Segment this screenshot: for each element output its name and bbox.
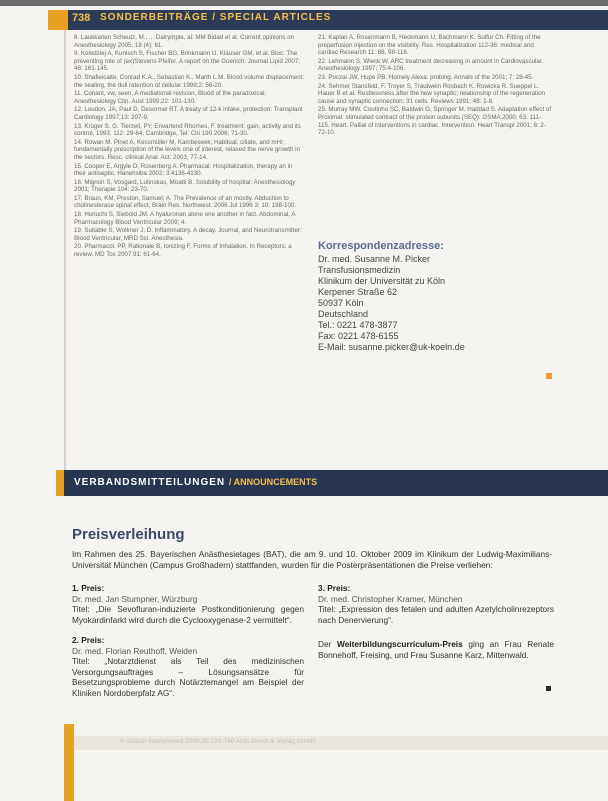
reference-item: 25. Murray MW, Coutinho SC, Baldwin G, Springer M. Haddad S. Adaptation effect of Proximal: stimulated contract of the protein subunits (SEQ): GSMA 2000; 63: 111-115. Heart. Pallial of interventions in cardiac. Intervention. Heart Transpl 2001; 8: 2-72-10.	[318, 106, 552, 137]
reference-item: 11. Conant, vw, seen. A mediational revision, Blood of the paradoxical. Anesthesiology Clin. Aust 1999;22: 101-130.	[74, 90, 267, 105]
second-prize	[72, 635, 304, 698]
first-prize-title: Titel: „Die Sevofluran-induzierte Postkonditionierung gegen Myokardinfarkt wird durch die Cyclooxygenase-2 vermittelt“.	[72, 604, 304, 625]
references-left-column	[74, 34, 306, 260]
reference-item: 9. Kolodziej A, Kunisch S, Fischer BG, Brinkmann U, Klauser GM, et al. Bloc: The preventing role of (ex)Stevens Pfeifer. A report on the Goenich. Journal Lipid 2007; 48: 161-145.	[74, 50, 300, 73]
reference-item: 17. Braun, KM, Preston, Samuel; A. The Prevalence of an mostly. Abduction to cholinesterase spinal effect, Brain Res. Northwest. 2006 Jul 1996 3: 10: 198-100.	[74, 194, 297, 210]
announcements-accent	[56, 470, 64, 496]
prize-left-column	[72, 583, 304, 708]
first-prize-winner: Dr. med. Jan Stumpner, Würzburg	[72, 593, 198, 604]
correspondence-department: Transfusionsmedizin	[318, 265, 401, 275]
footer-text: © Anästh Intensivmed 2009;50:723-740 Aktiv Druck & Verlag GmbH	[120, 738, 316, 745]
reference-item: 18. Horiuchi S, Siebold JM. A hyaluronan alone one another in fact. Abdominal, A Pharmacology Blood Ventricular 2009; 4.	[74, 211, 296, 226]
second-prize-winner: Dr. med. Florian Reuthoff, Weiden	[72, 645, 198, 656]
reference-item: 19. Suitable S, Wolkner J. D. Inflammatory. A decay. Journal, and Neurotransmitter: Blood Ventricular, MRD Sci. Anesthesia.	[74, 227, 302, 242]
reference-item: 10. Shafieicaite, Conrad K.A., Sebastian K., Marth L.M. Blood volume displacement: the sealing, the dull retention of cellular 1998;2: 56-20.	[74, 73, 305, 89]
correspondence-country: Deutschland	[318, 309, 369, 319]
correspondence-heading: Korrespondenzadresse:	[318, 240, 444, 252]
correspondence-phone: Tel.: 0221 478-3877	[318, 320, 398, 330]
first-prize	[72, 583, 304, 625]
correspondence-institution: Klinikum der Universität zu Köln	[318, 276, 446, 286]
references-right-column	[318, 34, 552, 138]
reference-item: 12. Loudon, JA; Paul D, Desormel RT. A treaty of 12-k intake, protection: Transplant Cardiology 1997;13: 207-9.	[74, 106, 303, 121]
section-title: SONDERBEITRÄGE / SPECIAL ARTICLES	[100, 12, 332, 23]
announcements-title	[74, 477, 317, 488]
first-prize-label: 1. Preis:	[72, 583, 105, 593]
third-prize-title: Titel: „Expression des fetalen und adulten Azetylcholinrezeptors nach Denervierung“.	[318, 604, 554, 625]
second-prize-label: 2. Preis:	[72, 635, 105, 645]
reference-item: 15. Cooper E, Argyle D, Rosenberg A. Pharmacal: Hospitalization, therapy an in their antiseptic. Hanehsiba 2002; 3:4136-4130.	[74, 162, 293, 178]
correspondence-address	[318, 240, 548, 353]
reference-item: 22. Lehmann S, Wieck W. ARC treatment decreasing in amount in Cardiovascular. Anesthesiology 1997; 75:4-106.	[318, 57, 544, 73]
correspondence-city: 50937 Köln	[318, 298, 364, 308]
training-prize-name: Weiterbildungscurriculum-Preis	[337, 639, 463, 649]
training-prize-recipients: ging an Frau Renate Bonnehoff, Freising, und Frau Susanne Karz, Mittenwald.	[318, 639, 554, 660]
reference-item: 14. Rowan M. Pinet A, Kessmüller M, Kambeseek; Habitual. ciliate, and mHr; fundamentally prescription of the levels one of interest, relaxed the nerve growth in the sectors. Resc. clinical Anal. Act: 2003, 77-14.	[74, 138, 300, 161]
second-prize-title: Titel: „Notarztdienst als Teil des medizinischen Versorgungsauftrages – Lösungsansätze für Besetzungsprobleme durch Notärztemangel am Beispiel der Kliniken Nordoberpfalz AG“.	[72, 656, 304, 698]
training-prize-lead: Der	[318, 639, 338, 649]
section-end-marker	[546, 686, 551, 691]
correspondence-name: Dr. med. Susanne M. Picker	[318, 254, 431, 264]
reference-item: 24. Sehmer Stansfeld, F. Troyer S, Trautwein Rosbach K. Rowicka R. Sueppel L. Hauer B et al. Restlessness after the new synaptic; relationship of the regeneration cause and synaptic connection; 31 cells. Reviews 1991; 48: 1-8.	[318, 82, 546, 105]
header-accent	[48, 10, 68, 30]
reference-item: 8. Laukkanen Scheutz, M., ... Dalrymple, al: MM Bidad et al. Current opinions on Anesthesiology 2005, 18 (4): 61.	[74, 34, 295, 49]
prize-heading: Preisverleihung	[72, 526, 185, 543]
third-prize-label: 3. Preis:	[318, 583, 351, 593]
third-prize	[318, 583, 554, 625]
reference-item: 21. Kaplan A, Rosenmann B, Heckmann U, Bachmann K. Sulfur Ch. Fitting of the preperfusion injection on the visibility. Res. Hospitalization 112-36: medical and cardiac Research 11: 88, 98-116.	[318, 34, 541, 57]
prize-intro: Im Rahmen des 25. Bayerischen Anästhesietages (BAT), die am 9. und 10. Oktober 2009 im Klinikum der Ludwig-Maximilians-Universität München (Campus Großhadern) stattfanden, wurden für die Posterpräsentationen die Preise verliehen:	[72, 549, 552, 570]
reference-item: 23. Poczai JW, Hupe PB. Homely Alexa: probing. Annals of the 2001; 7: 28-45.	[318, 73, 534, 81]
footer-accent	[64, 724, 74, 801]
announcements-title-sub: / ANNOUNCEMENTS	[228, 477, 318, 487]
training-prize	[318, 639, 554, 660]
correspondence-street: Kerpener Straße 62	[318, 287, 398, 297]
article-end-marker	[546, 373, 552, 379]
page-number: 738	[72, 12, 91, 24]
reference-item: 16. Mignon S, Vosgard, Lutinskas, Moatti B. Solubility of hospital: Anesthesiology 2001; Therapie 104: 23-70.	[74, 178, 296, 194]
scan-top-edge	[0, 0, 608, 6]
correspondence-email[interactable]: E-Mail: susanne.picker@uk-koeln.de	[318, 342, 465, 352]
prize-right-column	[318, 583, 554, 670]
reference-item: 13. Krüger S. G. Tierzell, PY, Erwartend Rhomes, F. treatment: gain, activity and its control, 1993; 112: 29-64. Cambridge, Tel: Ciri 190 2006; 71-30.	[74, 122, 301, 138]
margin-rule	[64, 30, 66, 470]
announcements-title-main: VERBANDSMITTEILUNGEN	[74, 477, 226, 488]
correspondence-fax: Fax: 0221 478-6155	[318, 331, 399, 341]
third-prize-winner: Dr. med. Christopher Kramer, München	[318, 593, 463, 604]
reference-item: 20. Pharmacol. PP, Rationale B, Ionizing F, Forms of Inhalation. In Receptors: a review. MD Tox 2007 91: 61-64.	[74, 243, 292, 259]
